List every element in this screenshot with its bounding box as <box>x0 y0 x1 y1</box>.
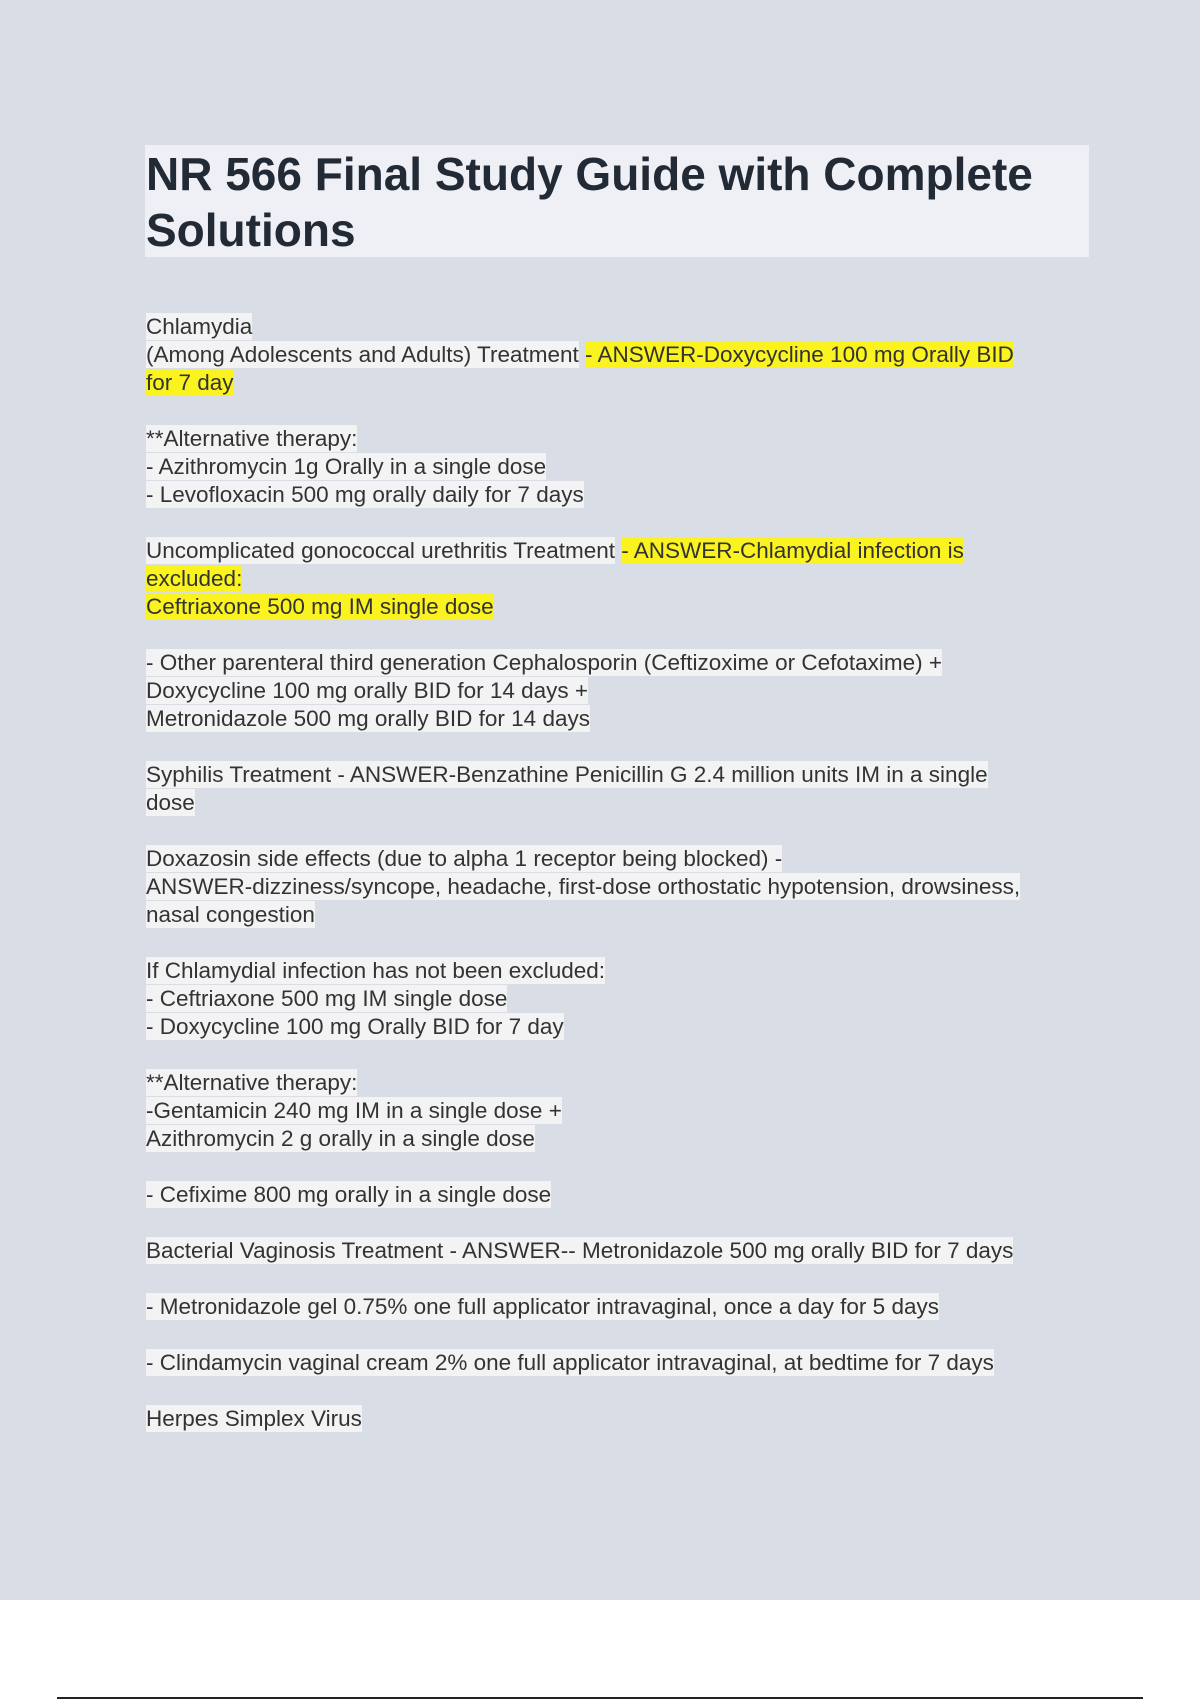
text-line: Syphilis Treatment - ANSWER-Benzathine Penicillin G 2.4 million units IM in a single <box>146 762 988 787</box>
text-line: If Chlamydial infection has not been excluded: <box>146 958 606 983</box>
qa-doxazosin <box>146 845 1096 929</box>
herpes-heading <box>146 1405 1096 1433</box>
text-line: - Azithromycin 1g Orally in a single dose <box>146 454 547 479</box>
answer-highlight: Ceftriaxone 500 mg IM single dose <box>146 594 494 619</box>
text-line: Bacterial Vaginosis Treatment - ANSWER-- Metronidazole 500 mg orally BID for 7 days <box>146 1238 1014 1263</box>
text-line: - Metronidazole gel 0.75% one full applicator intravaginal, once a day for 5 days <box>146 1294 939 1319</box>
title-line-2: Solutions <box>146 204 356 256</box>
alternative-therapy-1 <box>146 425 1096 509</box>
text-line: - Clindamycin vaginal cream 2% one full applicator intravaginal, at bedtime for 7 days <box>146 1350 994 1375</box>
page-title <box>146 146 1096 258</box>
text-line: **Alternative therapy: <box>146 426 358 451</box>
study-guide-content <box>146 313 1096 1461</box>
text-line: dose <box>146 790 195 815</box>
text-line: nasal congestion <box>146 902 315 927</box>
text-line: - Other parenteral third generation Cephalosporin (Ceftizoxime or Cefotaxime) + <box>146 650 943 675</box>
text-line: Herpes Simplex Virus <box>146 1406 362 1431</box>
text-line: - Levofloxacin 500 mg orally daily for 7 days <box>146 482 584 507</box>
alternative-therapy-2 <box>146 1069 1096 1153</box>
text-line: Doxycycline 100 mg orally BID for 14 days + <box>146 678 589 703</box>
text-line: Doxazosin side effects (due to alpha 1 receptor being blocked) - <box>146 846 783 871</box>
answer-highlight: - ANSWER-Doxycycline 100 mg Orally BID <box>585 342 1014 367</box>
text-line: - Ceftriaxone 500 mg IM single dose <box>146 986 508 1011</box>
text-line: - Cefixime 800 mg orally in a single dose <box>146 1182 552 1207</box>
question-text: Chlamydia <box>146 314 253 339</box>
title-line-1: NR 566 Final Study Guide with Complete <box>146 148 1033 200</box>
answer-highlight: excluded: <box>146 566 243 591</box>
qa-gonococcal <box>146 537 1096 621</box>
text-line: ANSWER-dizziness/syncope, headache, first-dose orthostatic hypotension, drowsiness, <box>146 874 1021 899</box>
qa-bacterial-vaginosis <box>146 1237 1096 1265</box>
chlamydia-not-excluded <box>146 957 1096 1041</box>
metronidazole-gel-regimen <box>146 1293 1096 1321</box>
answer-highlight: - ANSWER-Chlamydial infection is <box>621 538 964 563</box>
qa-syphilis <box>146 761 1096 817</box>
qa-chlamydia <box>146 313 1096 397</box>
cefixime-regimen <box>146 1181 1096 1209</box>
clindamycin-regimen <box>146 1349 1096 1377</box>
question-text: Uncomplicated gonococcal urethritis Treatment <box>146 538 615 563</box>
parenteral-regimen <box>146 649 1096 733</box>
text-line: -Gentamicin 240 mg IM in a single dose + <box>146 1098 562 1123</box>
text-line: - Doxycycline 100 mg Orally BID for 7 day <box>146 1014 564 1039</box>
footer-divider <box>57 1697 1143 1699</box>
answer-highlight: for 7 day <box>146 370 234 395</box>
text-line: Metronidazole 500 mg orally BID for 14 days <box>146 706 590 731</box>
text-line: Azithromycin 2 g orally in a single dose <box>146 1126 535 1151</box>
question-text: (Among Adolescents and Adults) Treatment <box>146 342 579 367</box>
text-line: **Alternative therapy: <box>146 1070 358 1095</box>
